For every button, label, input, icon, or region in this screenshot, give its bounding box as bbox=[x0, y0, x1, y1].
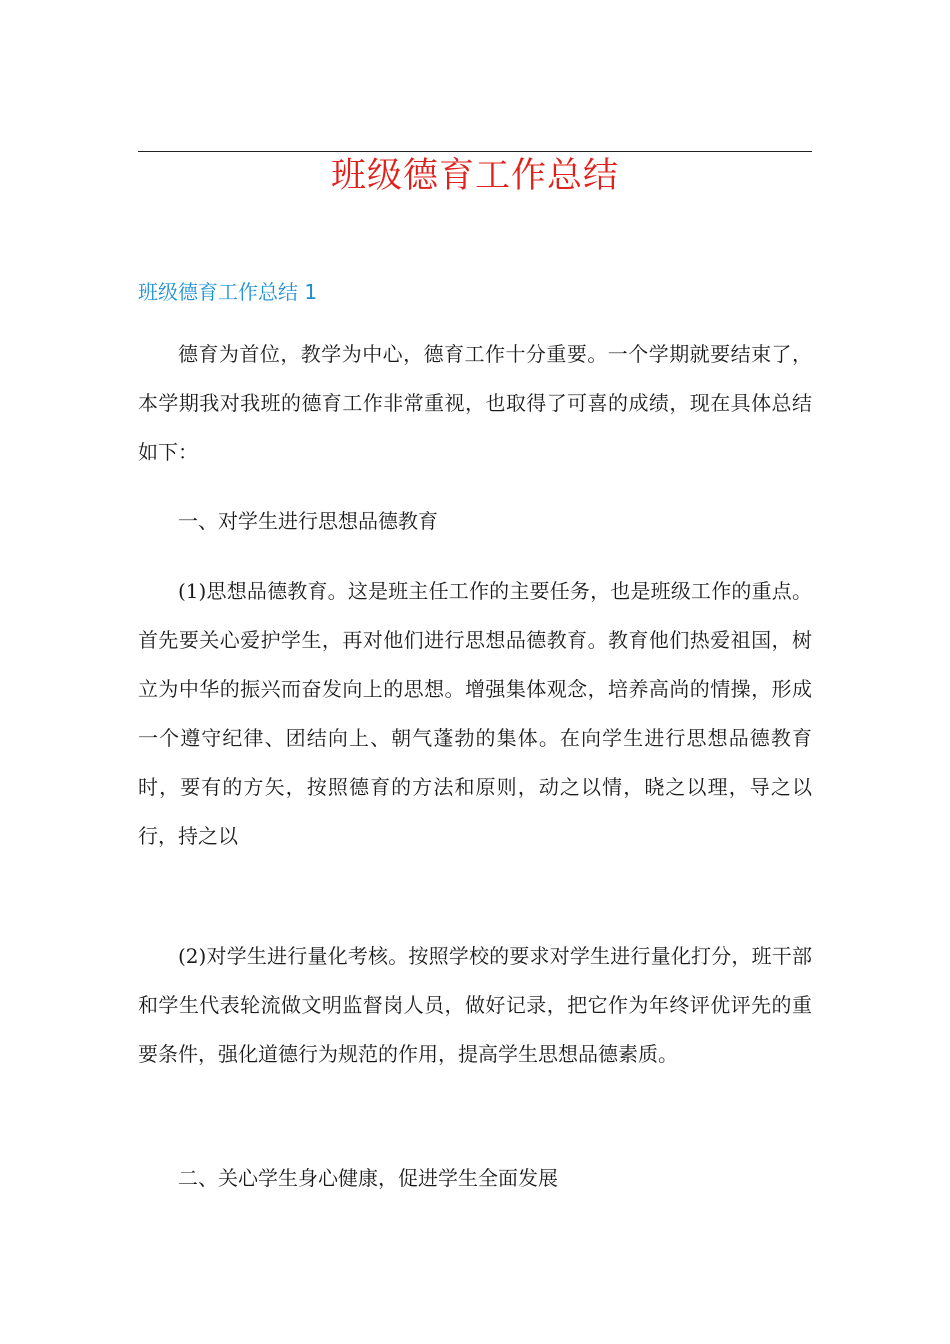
paragraph-item-two: (2)对学生进行量化考核。按照学校的要求对学生进行量化打分，班干部和学生代表轮流做文明监督岗人员，做好记录，把它作为年终评优评先的重要条件，强化道德行为规范的作用，提高学生思想品德素质。 bbox=[138, 944, 812, 1066]
paragraph-heading-two: 二、关心学生身心健康，促进学生全面发展 bbox=[178, 1166, 558, 1190]
paragraph-item-one: (1)思想品德教育。这是班主任工作的主要任务，也是班级工作的重点。首先要关心爱护学生，再对他们进行思想品德教育。教育他们热爱祖国，树立为中华的振兴而奋发向上的思想。增强集体观念，培养高尚的情操，形成一个遵守纪律、团结向上、朝气蓬勃的集体。在向学生进行思想品德教育时，要有的方矢，按照德育的方法和原则，动之以情，晓之以理，导之以行，持之以 bbox=[138, 579, 812, 848]
paragraph-intro: 德育为首位，教学为中心，德育工作十分重要。一个学期就要结束了，本学期我对我班的德育工作非常重视，也取得了可喜的成绩，现在具体总结如下： bbox=[138, 342, 812, 464]
section-heading: 班级德育工作总结 1 bbox=[138, 280, 318, 304]
paragraph-heading-one: 一、对学生进行思想品德教育 bbox=[178, 509, 438, 533]
document-title: 班级德育工作总结 bbox=[330, 156, 619, 196]
